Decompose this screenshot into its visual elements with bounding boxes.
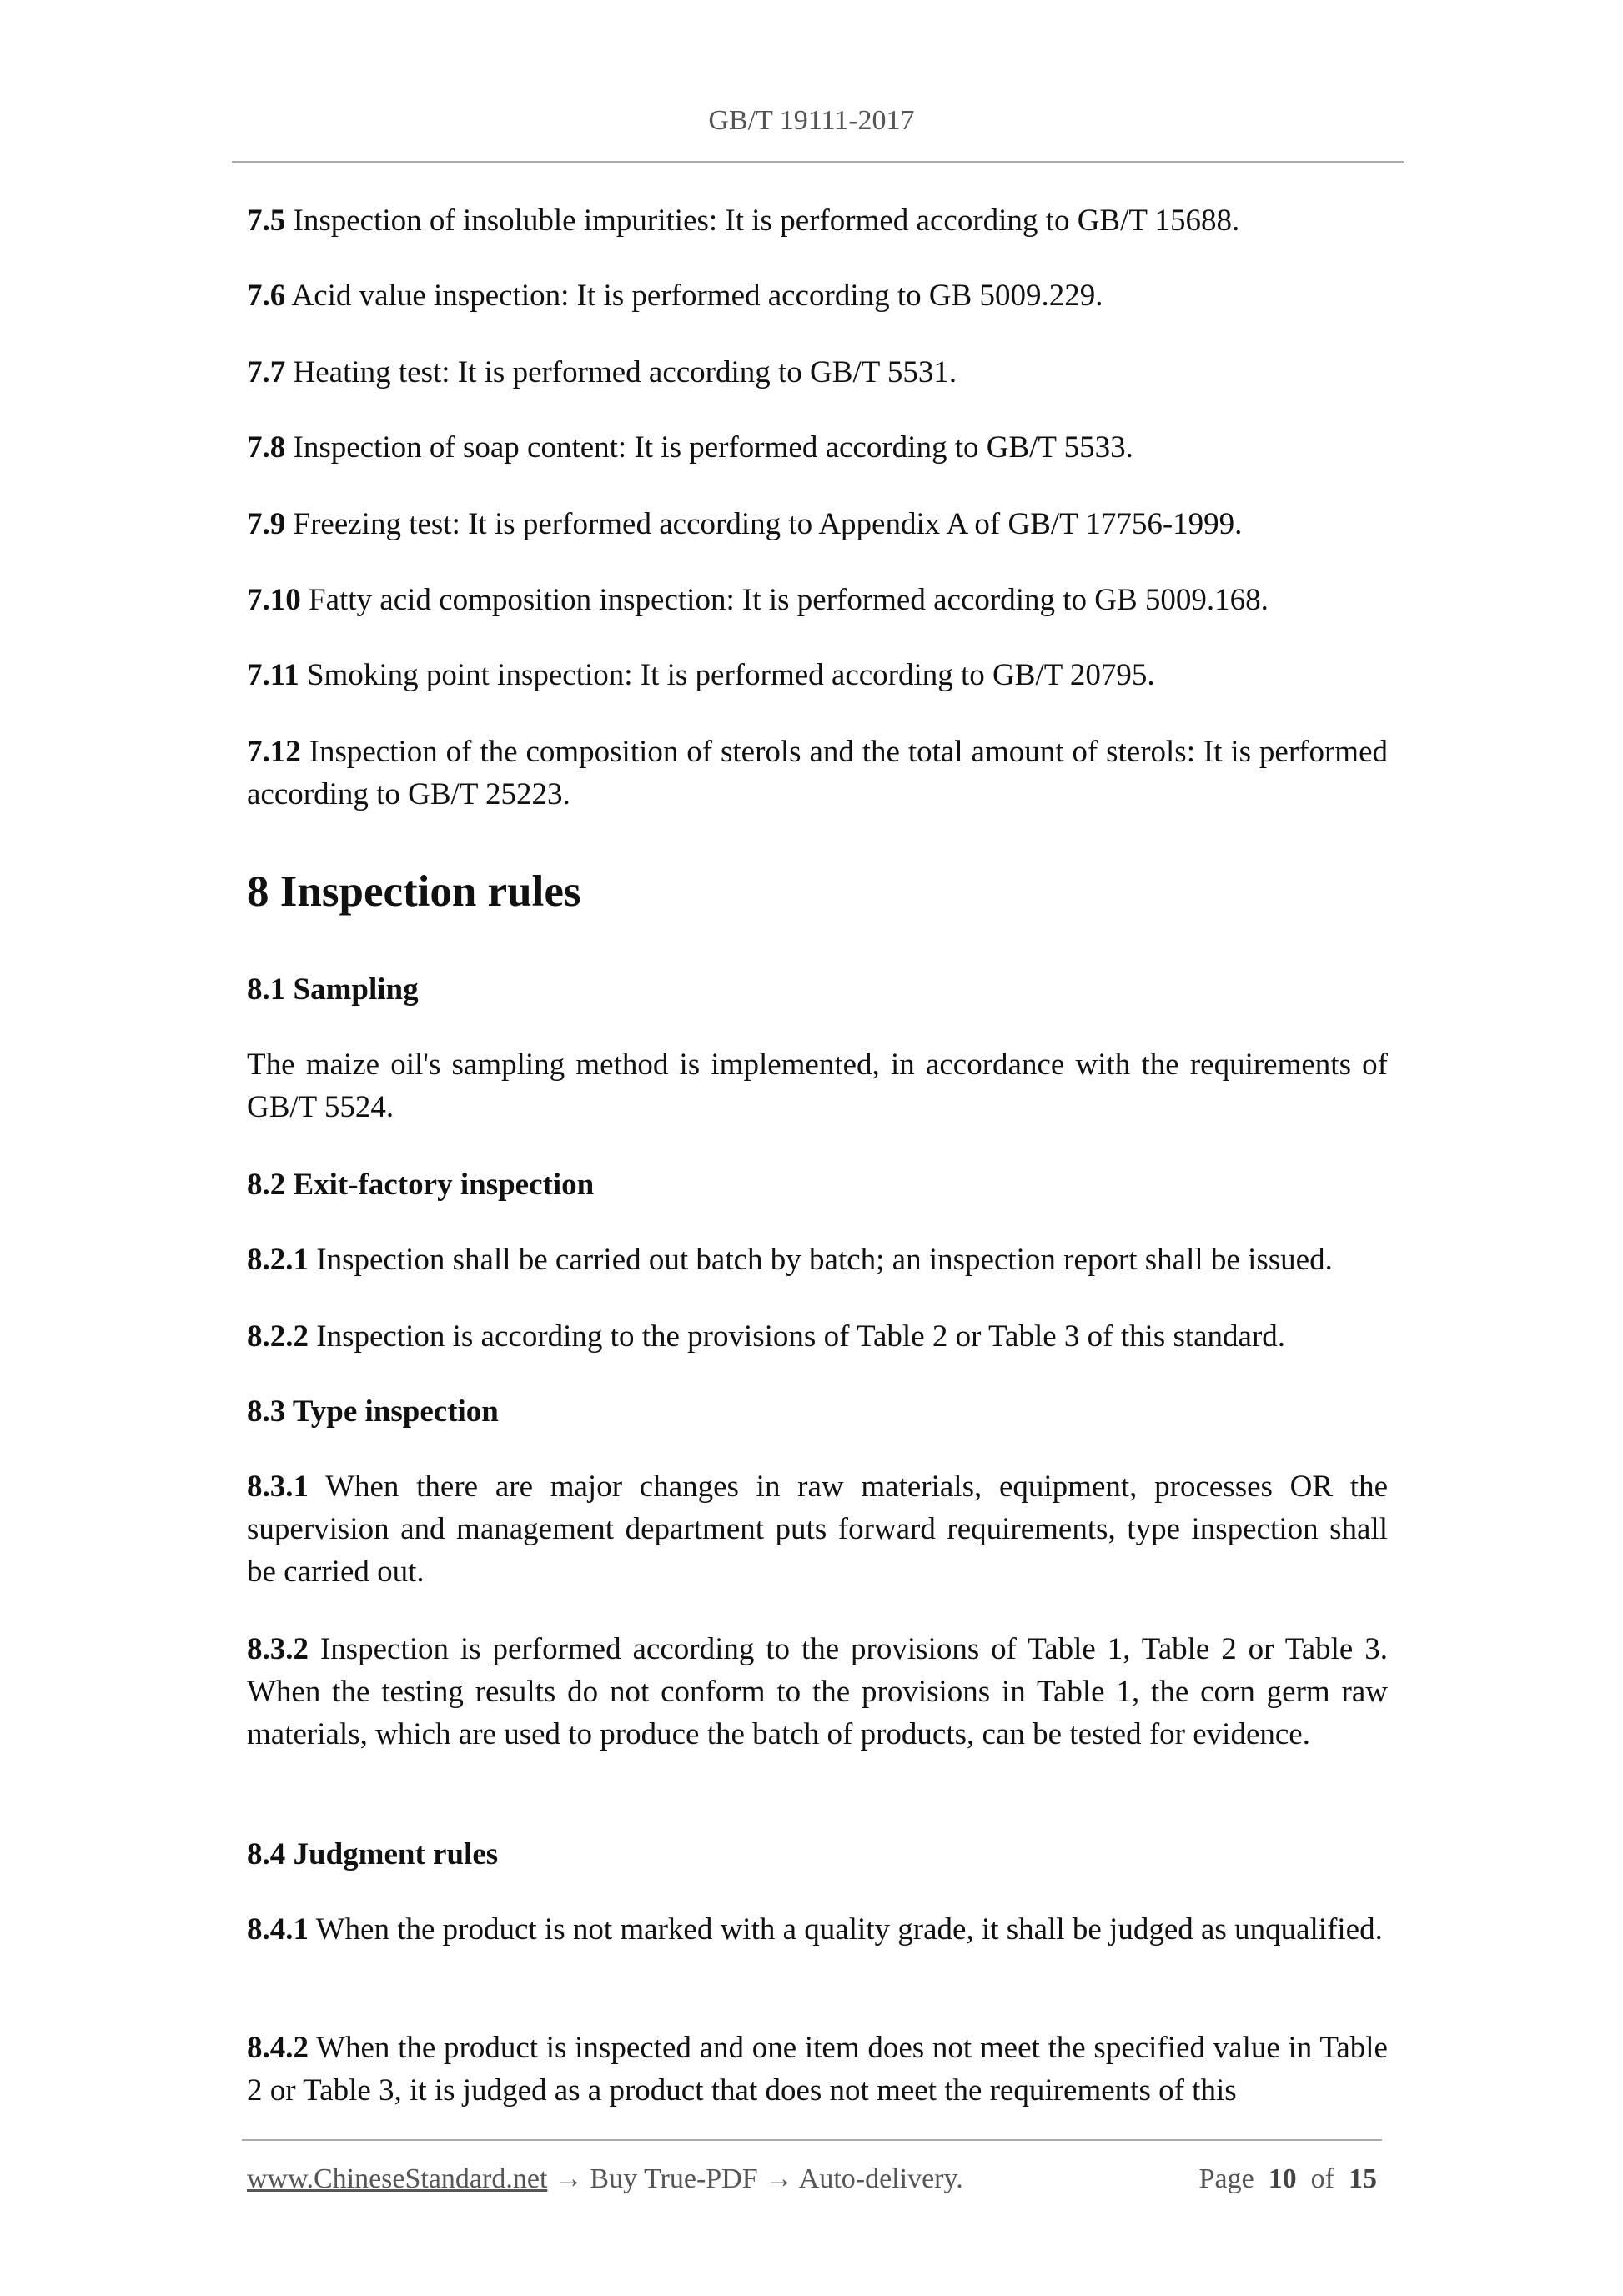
subheading-8-3: 8.3 Type inspection [247, 1394, 499, 1429]
footer [247, 2163, 1377, 2195]
paragraph-7-12: 7.12 Inspection of the composition of sterols and the total amount of sterols: It is performed according to GB/T 25223. [247, 735, 1389, 811]
footer-promo: www.ChineseStandard.net → Buy True-PDF → Auto-delivery. [247, 2163, 963, 2194]
subheading-8-2: 8.2 Exit-factory inspection [247, 1168, 595, 1202]
paragraph-8-3-1: 8.3.1 When there are major changes in raw materials, equipment, processes OR the supervision and management department puts forward requirements, type inspection shall be carried out. [247, 1470, 1388, 1589]
paragraph-7-5: 7.5 Inspection of insoluble impurities: It is performed according to GB/T 15688. [247, 203, 1240, 238]
paragraph-7-11: 7.11 Smoking point inspection: It is performed according to GB/T 20795. [247, 658, 1155, 692]
paragraph-8-1: The maize oil's sampling method is implemented, in accordance with the requirements of GB/T 5524. [247, 1048, 1388, 1124]
paragraph-7-8: 7.8 Inspection of soap content: It is performed according to GB/T 5533. [247, 430, 1133, 465]
paragraph-7-6: 7.6 Acid value inspection: It is performed according to GB 5009.229. [247, 279, 1103, 313]
document-header: GB/T 19111-2017 [708, 105, 915, 136]
footer-divider [242, 2139, 1382, 2141]
subheading-8-4: 8.4 Judgment rules [247, 1837, 499, 1871]
paragraph-8-4-1: 8.4.1 When the product is not marked with a quality grade, it shall be judged as unqualified. [247, 1912, 1383, 1947]
paragraph-8-2-2: 8.2.2 Inspection is according to the provisions of Table 2 or Table 3 of this standard. [247, 1319, 1286, 1354]
section-heading-8: 8 Inspection rules [247, 867, 581, 916]
paragraph-7-7: 7.7 Heating test: It is performed according to GB/T 5531. [247, 355, 957, 389]
header-divider [232, 161, 1404, 163]
paragraph-8-2-1: 8.2.1 Inspection shall be carried out batch by batch; an inspection report shall be issued. [247, 1243, 1333, 1277]
paragraph-7-10: 7.10 Fatty acid composition inspection: It is performed according to GB 5009.168. [247, 583, 1269, 617]
paragraph-8-3-2: 8.3.2 Inspection is performed according to the provisions of Table 1, Table 2 or Table 3. When the testing results do not conform to the provisions in Table 1, the corn germ raw materials, which are used to produce the batch of products, can be tested for evidence. [247, 1632, 1389, 1751]
page-indicator: Page 10 of 15 [1198, 2163, 1377, 2194]
paragraph-8-4-2: 8.4.2 When the product is inspected and one item does not meet the specified value in Table 2 or Table 3, it is judged as a product that does not meet the requirements of this [247, 2031, 1388, 2108]
website-link[interactable]: www.ChineseStandard.net [247, 2163, 548, 2194]
subheading-8-1: 8.1 Sampling [247, 972, 419, 1007]
paragraph-7-9: 7.9 Freezing test: It is performed according to Appendix A of GB/T 17756-1999. [247, 507, 1243, 541]
